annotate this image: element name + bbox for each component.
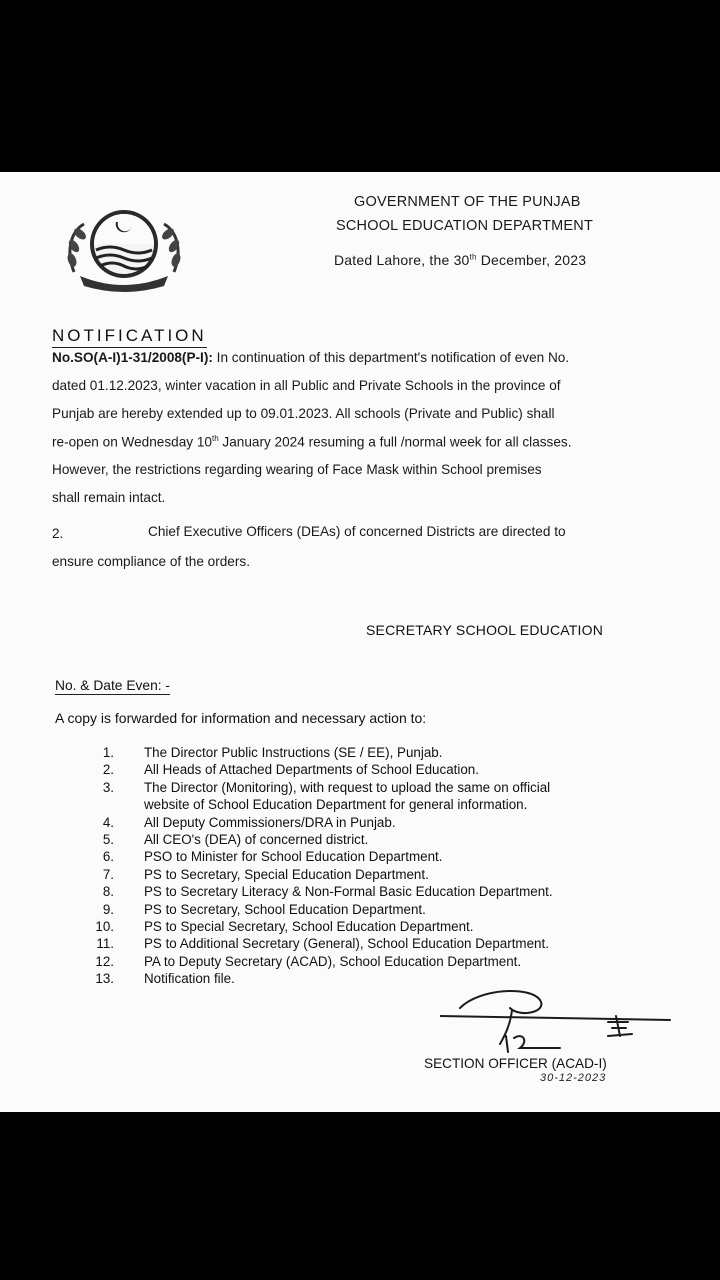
body-line-5: However, the restrictions regarding wearing of Face Mask within School premises — [52, 462, 542, 477]
item-number: 4. — [102, 814, 114, 830]
item-text: The Director (Monitoring), with request to upload the same on official — [144, 779, 551, 795]
para2-number: 2. — [52, 526, 64, 541]
dated-line: Dated Lahore, the 30th December, 2023 — [334, 252, 587, 268]
secretary-designation: SECRETARY SCHOOL EDUCATION — [366, 622, 604, 638]
item-number: 6. — [102, 849, 114, 865]
item-text: PS to Secretary, Special Education Department. — [144, 866, 429, 882]
item-text: All Deputy Commissioners/DRA in Punjab. — [144, 814, 396, 830]
item-text: PS to Secretary, School Education Department. — [144, 901, 426, 917]
item-number: 2. — [102, 762, 114, 778]
item-text: Notification file. — [144, 971, 235, 987]
punjab-emblem-icon — [62, 202, 186, 294]
item-number: 13. — [95, 971, 114, 987]
item-number: 12. — [95, 953, 114, 969]
item-text: PS to Secretary Literacy & Non-Formal Basic Education Department. — [144, 884, 553, 900]
item-text: PS to Additional Secretary (General), School Education Department. — [144, 936, 549, 952]
body-line-2: dated 01.12.2023, winter vacation in all Public and Private Schools in the province of — [52, 378, 561, 393]
section-officer-designation: SECTION OFFICER (ACAD-I) — [424, 1056, 607, 1071]
item-text: PS to Special Secretary, School Education Department. — [144, 918, 474, 934]
body-line-4: re-open on Wednesday 10th January 2024 resuming a full /normal week for all classes. — [52, 434, 572, 450]
department-heading: SCHOOL EDUCATION DEPARTMENT — [336, 218, 594, 234]
body-line-3: Punjab are hereby extended up to 09.01.2023. All schools (Private and Public) shall — [52, 406, 555, 421]
endorsement-intro: A copy is forwarded for information and necessary action to: — [55, 710, 427, 726]
item-text: website of School Education Department for general information. — [144, 797, 528, 813]
item-number: 5. — [102, 831, 114, 847]
notification-title: NOTIFICATION — [52, 326, 207, 345]
item-number: 8. — [102, 884, 114, 900]
item-text: All CEO's (DEA) of concerned district. — [144, 831, 369, 847]
endorsement-heading: No. & Date Even: - — [55, 678, 171, 693]
item-number: 7. — [102, 866, 114, 882]
item-number: 11. — [96, 936, 114, 952]
para2-line-1: Chief Executive Officers (DEAs) of concerned Districts are directed to — [148, 524, 566, 539]
item-text: PA to Deputy Secretary (ACAD), School Education Department. — [144, 953, 522, 969]
document-page — [0, 172, 720, 1112]
item-number: 10. — [95, 918, 114, 934]
item-number: 3. — [102, 779, 114, 795]
reference-number: No.SO(A-I)1-31/2008(P-I): — [52, 350, 213, 365]
para2-line-2: ensure compliance of the orders. — [52, 554, 250, 569]
signature-date: 30-12-2023 — [540, 1072, 607, 1084]
item-text: All Heads of Attached Departments of School Education. — [144, 762, 479, 778]
item-number: 1. — [102, 745, 114, 760]
body-line-1: No.SO(A-I)1-31/2008(P-I): In continuation of this department's notification of even No. — [52, 350, 570, 365]
item-text: The Director Public Instructions (SE / EE), Punjab. — [144, 745, 443, 760]
item-number: 9. — [102, 901, 114, 917]
item-text: PSO to Minister for School Education Department. — [144, 849, 443, 865]
govt-heading: GOVERNMENT OF THE PUNJAB — [354, 194, 581, 210]
body-line-6: shall remain intact. — [52, 490, 166, 505]
